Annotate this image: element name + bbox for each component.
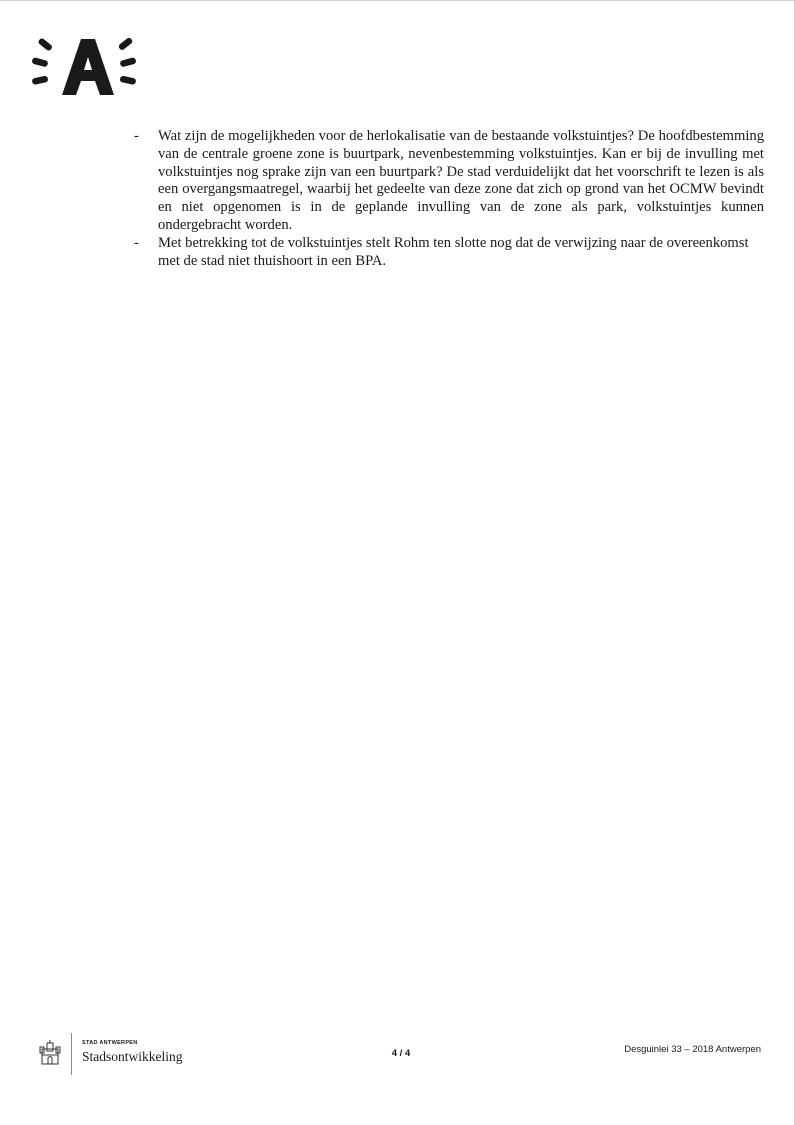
footer-department: Stadsontwikkeling <box>82 1049 183 1064</box>
antwerp-castle-crest-icon <box>38 1039 62 1067</box>
list-item <box>134 235 764 271</box>
page-number: 4 / 4 <box>391 1048 411 1059</box>
footer-org-name: STAD ANTWERPEN <box>82 1040 138 1046</box>
document-body <box>134 128 764 270</box>
page-footer <box>0 1031 795 1081</box>
bullet-marker: - <box>134 234 139 251</box>
paragraph-text: Wat zijn de mogelijkheden voor de herlokalisatie van de bestaande volkstuintjes? De hoofdbestemming van de centrale groene zone is buurtpark, nevenbestemming volkstuintjes. Kan er bij de invulling met volkstuintjes nog sprake zijn van een buurtpark? De stad verduidelijkt dat het voorschrift te lezen is als een overgangsmaatregel, waarbij het gedeelte van deze zone dat zich op grond van het OCMW bevindt en niet opgenomen is in de geplande invulling van de zone als park, volkstuintjes kunnen ondergebracht worden. <box>158 128 764 233</box>
paragraph-text: Met betrekking tot de volkstuintjes stelt Rohm ten slotte nog dat de verwijzing naar de overeenkomst met de stad niet thuishoort in een BPA. <box>158 234 749 269</box>
footer-address: Desguinlei 33 – 2018 Antwerpen <box>624 1044 761 1055</box>
footer-divider <box>71 1033 72 1075</box>
bullet-marker: - <box>134 128 139 144</box>
antwerp-a-logo-icon <box>24 29 142 103</box>
list-item <box>134 128 764 235</box>
